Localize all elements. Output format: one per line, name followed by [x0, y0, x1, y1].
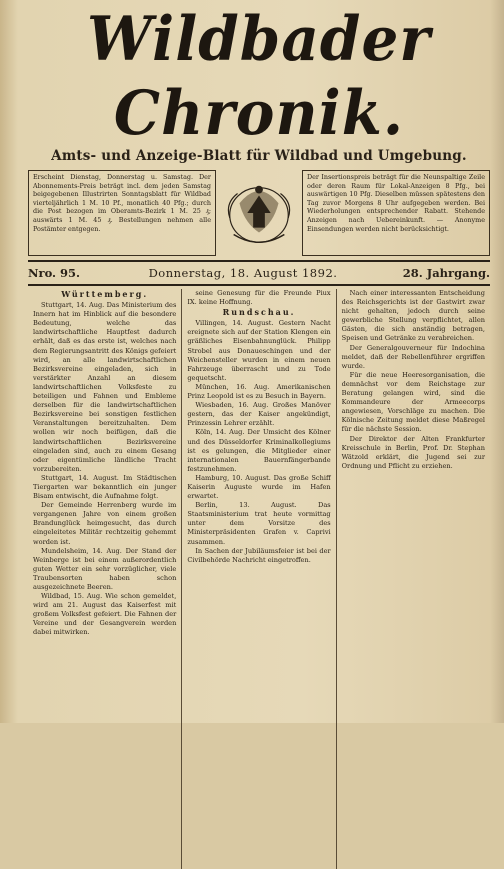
article-paragraph: München, 16. Aug. Amerikanischen Prinz Leopold ist es zu Besuch in Bayern.: [187, 382, 331, 401]
article-paragraph: Villingen, 14. August. Gestern Nacht ereignete sich auf der Station Klengen ein gräßliches Eisenbahnunglück. Philipp Strobel aus Donaueschingen und der Weichensteller wurden in einem neuen Fahrzeuge überrascht und zu Tode gequetscht.: [187, 319, 331, 382]
section-heading-wuerttemberg: Württemberg.: [61, 289, 149, 299]
issue-date: Donnerstag, 18. August 1892.: [148, 266, 338, 280]
article-paragraph: seine Genesung für die Freunde Piux IX. keine Hoffnung.: [187, 289, 331, 307]
newspaper-subtitle: Amts- und Anzeige-Blatt für Wildbad und Umgebung.: [51, 148, 467, 164]
dateline: [28, 260, 490, 286]
article-paragraph: Mundelsheim, 14. Aug. Der Stand der Weinberge ist bei einem außerordentlich guten Wetter ein sehr vorzüglicher, viele Traubensorten haben schon ausgezeichnete Beeren.: [33, 546, 177, 591]
subscription-info: Erscheint Dienstag, Donnerstag u. Samstag. Der Abonnements-Preis beträgt incl. dem jeden Samstag beigegebenen Illustrirten Sonntagsblatt für Wildbad vierteljährlich 1 M. 10 Pf., monatlich 40 Pfg.; durch die Post bezogen im Oberamts-Bezirk 1 M. 25 ₰; auswärts 1 M. 45 ₰. Bestellungen nehmen alle Postämter entgegen.: [28, 170, 216, 256]
article-paragraph: Wildbad, 15. Aug. Wie schon gemeldet, wird am 21. August das Kaiserfest mit großem Volksfest gefeiert. Die Fahnen der Vereine und der Gesangverein werden dabei mitwirken.: [33, 592, 177, 637]
article-paragraph: Stuttgart, 14. August. Im Städtischen Tiergarten war bekanntlich ein junger Bisam entwischt, die Aufnahme folgt.: [33, 473, 177, 501]
coat-of-arms-icon: [220, 173, 298, 253]
page-edge-shadow: [490, 0, 504, 723]
section-heading-rundschau: Rundschau.: [222, 307, 296, 318]
article-paragraph: Hamburg, 10. August. Das große Schiff Kaiserin Auguste wurde im Hafen erwartet.: [187, 473, 331, 501]
issue-number: Nro. 95.: [28, 266, 81, 280]
issue-year: 28. Jahrgang.: [402, 266, 490, 280]
article-paragraph: Stuttgart, 14. Aug. Das Ministerium des Innern hat im Hinblick auf die besondere Bedeutung, welche das landwirtschaftliche Hauptfest dadurch erhält, daß es das erste ist, welches nach dem Regierungsantritt des Königs gefeiert wird, an alle landwirtschaftlichen Bezirksvereine eingeladen, sich in verstärkter Anzahl an diesem landwirtschaftlichen Volksfeste zu beteiligen und Fahnen und Embleme derselben für die landwirtschaftlichen Bezirksvereine bei sonstigen festlichen Veranstaltungen bereitzuhalten. Dem wollen wir noch beifügen, daß die landwirtschaftlichen Bezirksvereine eingeladen sind, auch zu einem Gesang oder eigentümliche ländliche Tracht vorzubereiten.: [33, 301, 177, 473]
newspaper-title: Wildbader Chronik.: [87, 3, 431, 149]
column-3: [336, 289, 490, 869]
article-paragraph: Der Generalgouverneur für Indochina meldet, daß der Rebellenführer ergriffen wurde.: [341, 343, 485, 370]
article-paragraph: Der Direktor der Alten Frankfurter Kreisschule in Berlin, Prof. Dr. Stephan Wätzold erklärt, die Jugend sei zur Ordnung und Pflicht zu erziehen.: [341, 434, 485, 470]
emblem: [216, 170, 302, 256]
article-paragraph: In Sachen der Jubiläumsfeier ist bei der Civilbehörde Nachricht eingetroffen.: [187, 546, 331, 564]
masthead: [28, 3, 490, 164]
article-paragraph: Nach einer interessanten Entscheidung des Reichsgerichts ist der Gastwirt zwar nicht gehalten, jedoch durch seine gewerbliche Stellung verpflichtet, allen Gästen, die sich anständig betragen, Speisen und Getränke zu verabreichen.: [341, 289, 485, 343]
column-2: [181, 289, 335, 869]
article-paragraph: Köln, 14. Aug. Der Umsicht des Kölner und des Düsseldorfer Kriminalkollegiums ist es gelungen, die Mitglieder einer internationalen Bauernfängerbande festzunehmen.: [187, 428, 331, 473]
advertising-info: Der Insertionspreis beträgt für die Neunspaltige Zeile oder deren Raum für Lokal-Anzeigen 8 Pfg., bei auswärtigen 10 Pfg. Dieselben müssen spätestens den Tag zuvor Morgens 8 Uhr aufgegeben werden. Bei Wiederholungen entsprechender Rabatt. Stehende Anzeigen nach Uebereinkunft. — Anonyme Einsendungen werden nicht berücksichtigt.: [302, 170, 490, 256]
column-1: [28, 289, 181, 869]
article-paragraph: Für die neue Heeresorganisation, die demnächst vor dem Reichstage zur Beratung gelangen wird, sind die Kommandeure der Armeecorps angewiesen, Vorschläge zu machen. Die Kölnische Zeitung meldet diese Maßregel für die nächste Session.: [341, 370, 485, 434]
article-columns: [28, 289, 490, 869]
article-paragraph: Berlin, 13. August. Das Staatsministerium trat heute vormittag unter dem Vorsitze des Ministerpräsidenten Grafen v. Caprivi zusammen.: [187, 501, 331, 546]
article-paragraph: Wiesbaden, 16. Aug. Großes Manöver gestern, das der Kaiser angekündigt, Prinzessin Lehrer erzählt.: [187, 401, 331, 428]
info-row: [28, 170, 490, 256]
article-paragraph: Der Gemeinde Herrenberg wurde im vergangenen Jahre von einem großen Brandunglück heimgesucht, das durch eingeleitetes Militär rechtzeitig gehemmt worden ist.: [33, 501, 177, 546]
